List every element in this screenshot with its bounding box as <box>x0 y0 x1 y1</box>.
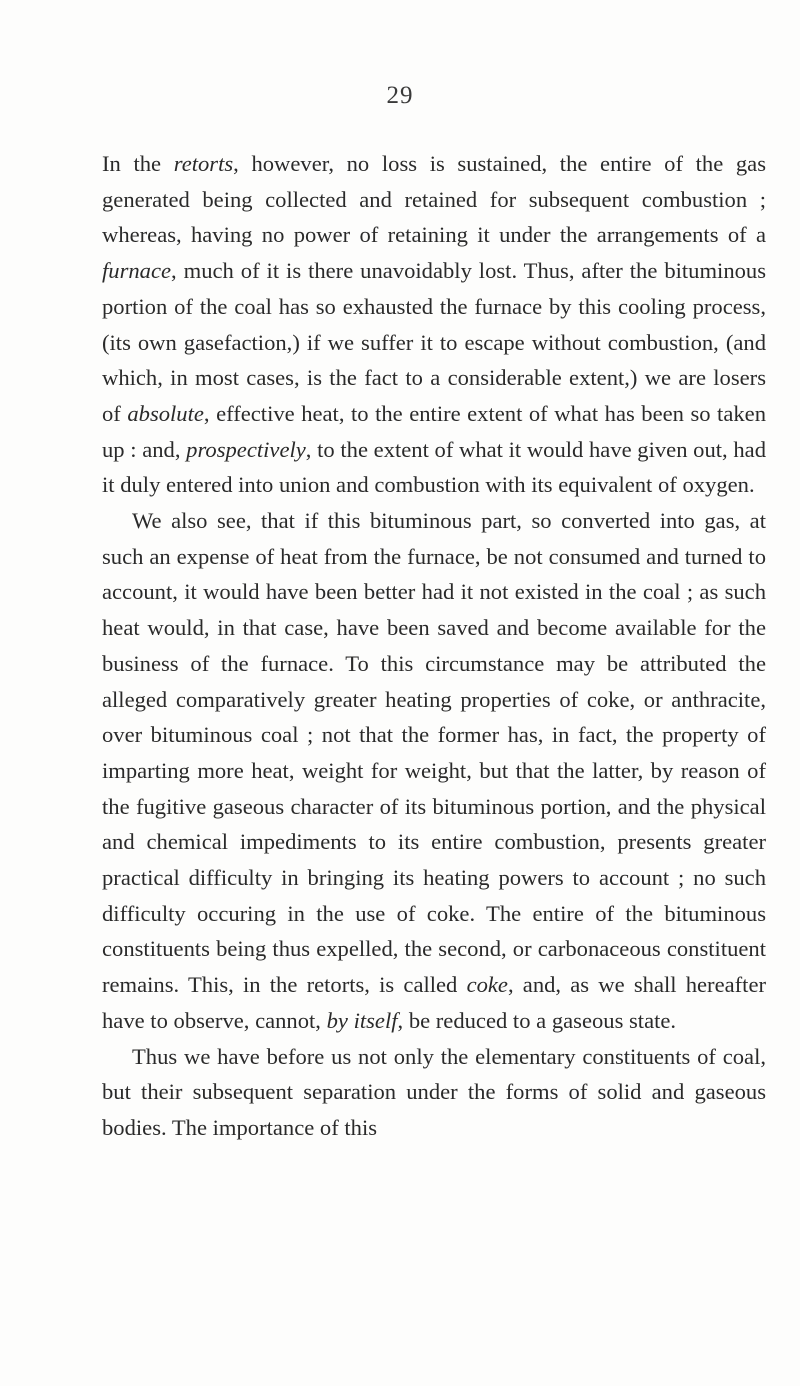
text-run: , effective heat, to the entire extent of what has been so taken up : and, <box>102 400 766 462</box>
paragraph-2 <box>102 503 766 1039</box>
italic-run: furnace <box>102 258 172 284</box>
text-run: , to the extent of what it would have given out, had it duly entered into union and combustion with its equivalent of oxygen. <box>102 436 766 498</box>
italic-run: by itself <box>326 1007 398 1033</box>
italic-run: absolute <box>127 400 204 426</box>
text-run: , be reduced to a gaseous state. <box>397 1007 677 1033</box>
text-run: , and, as we shall hereafter have to observe, cannot, <box>102 972 766 1033</box>
italic-run: prospectively <box>186 436 306 462</box>
text-run: , much of it is there unavoidably lost. Thus, after the bituminous portion of the coal has so exhausted the furnace by this cooling process, (its own gasefaction,) if we suffer it to escape without combustion, (and which, in most cases, is the fact to a considerable extent,) we are losers of <box>102 258 766 426</box>
text-run: Thus we have before us not only the elementary constituents of coal, but their subsequent separation under the forms of solid and gaseous bodies. The importance of this <box>102 1043 766 1140</box>
text-run: , however, no loss is sustained, the entire of the gas generated being collected and retained for subsequent combustion ; whereas, having no power of retaining it under the arrangements of a <box>102 151 766 248</box>
paragraph-1 <box>102 146 766 503</box>
text-run: In the <box>102 151 174 176</box>
body-text <box>102 146 766 1146</box>
italic-run: coke <box>466 972 508 998</box>
text-run: We also see, that if this bituminous part, so converted into gas, at such an expense of heat from the furnace, be not consumed and turned to account, it would have been better had it not existed in the coal ; as such heat would, in that case, have been saved and become available for the business of the furnace. To this circumstance may be attributed the alleged comparatively greater heating properties of coke, or anthracite, over bituminous coal ; not that the former has, in fact, the property of imparting more heat, weight for weight, but that the latter, by reason of the fugitive gaseous character of its bituminous portion, and the physical and chemical impediments to its entire combustion, presents greater practical difficulty in bringing its heating powers to account ; no such difficulty occuring in the use of coke. The entire of the bituminous constituents being thus expelled, the second, or carbonaceous constituent remains. This, in the retorts, is called <box>102 508 766 998</box>
paragraph-3 <box>102 1039 766 1146</box>
italic-run: retorts <box>173 151 234 176</box>
page-number: 29 <box>386 82 414 109</box>
